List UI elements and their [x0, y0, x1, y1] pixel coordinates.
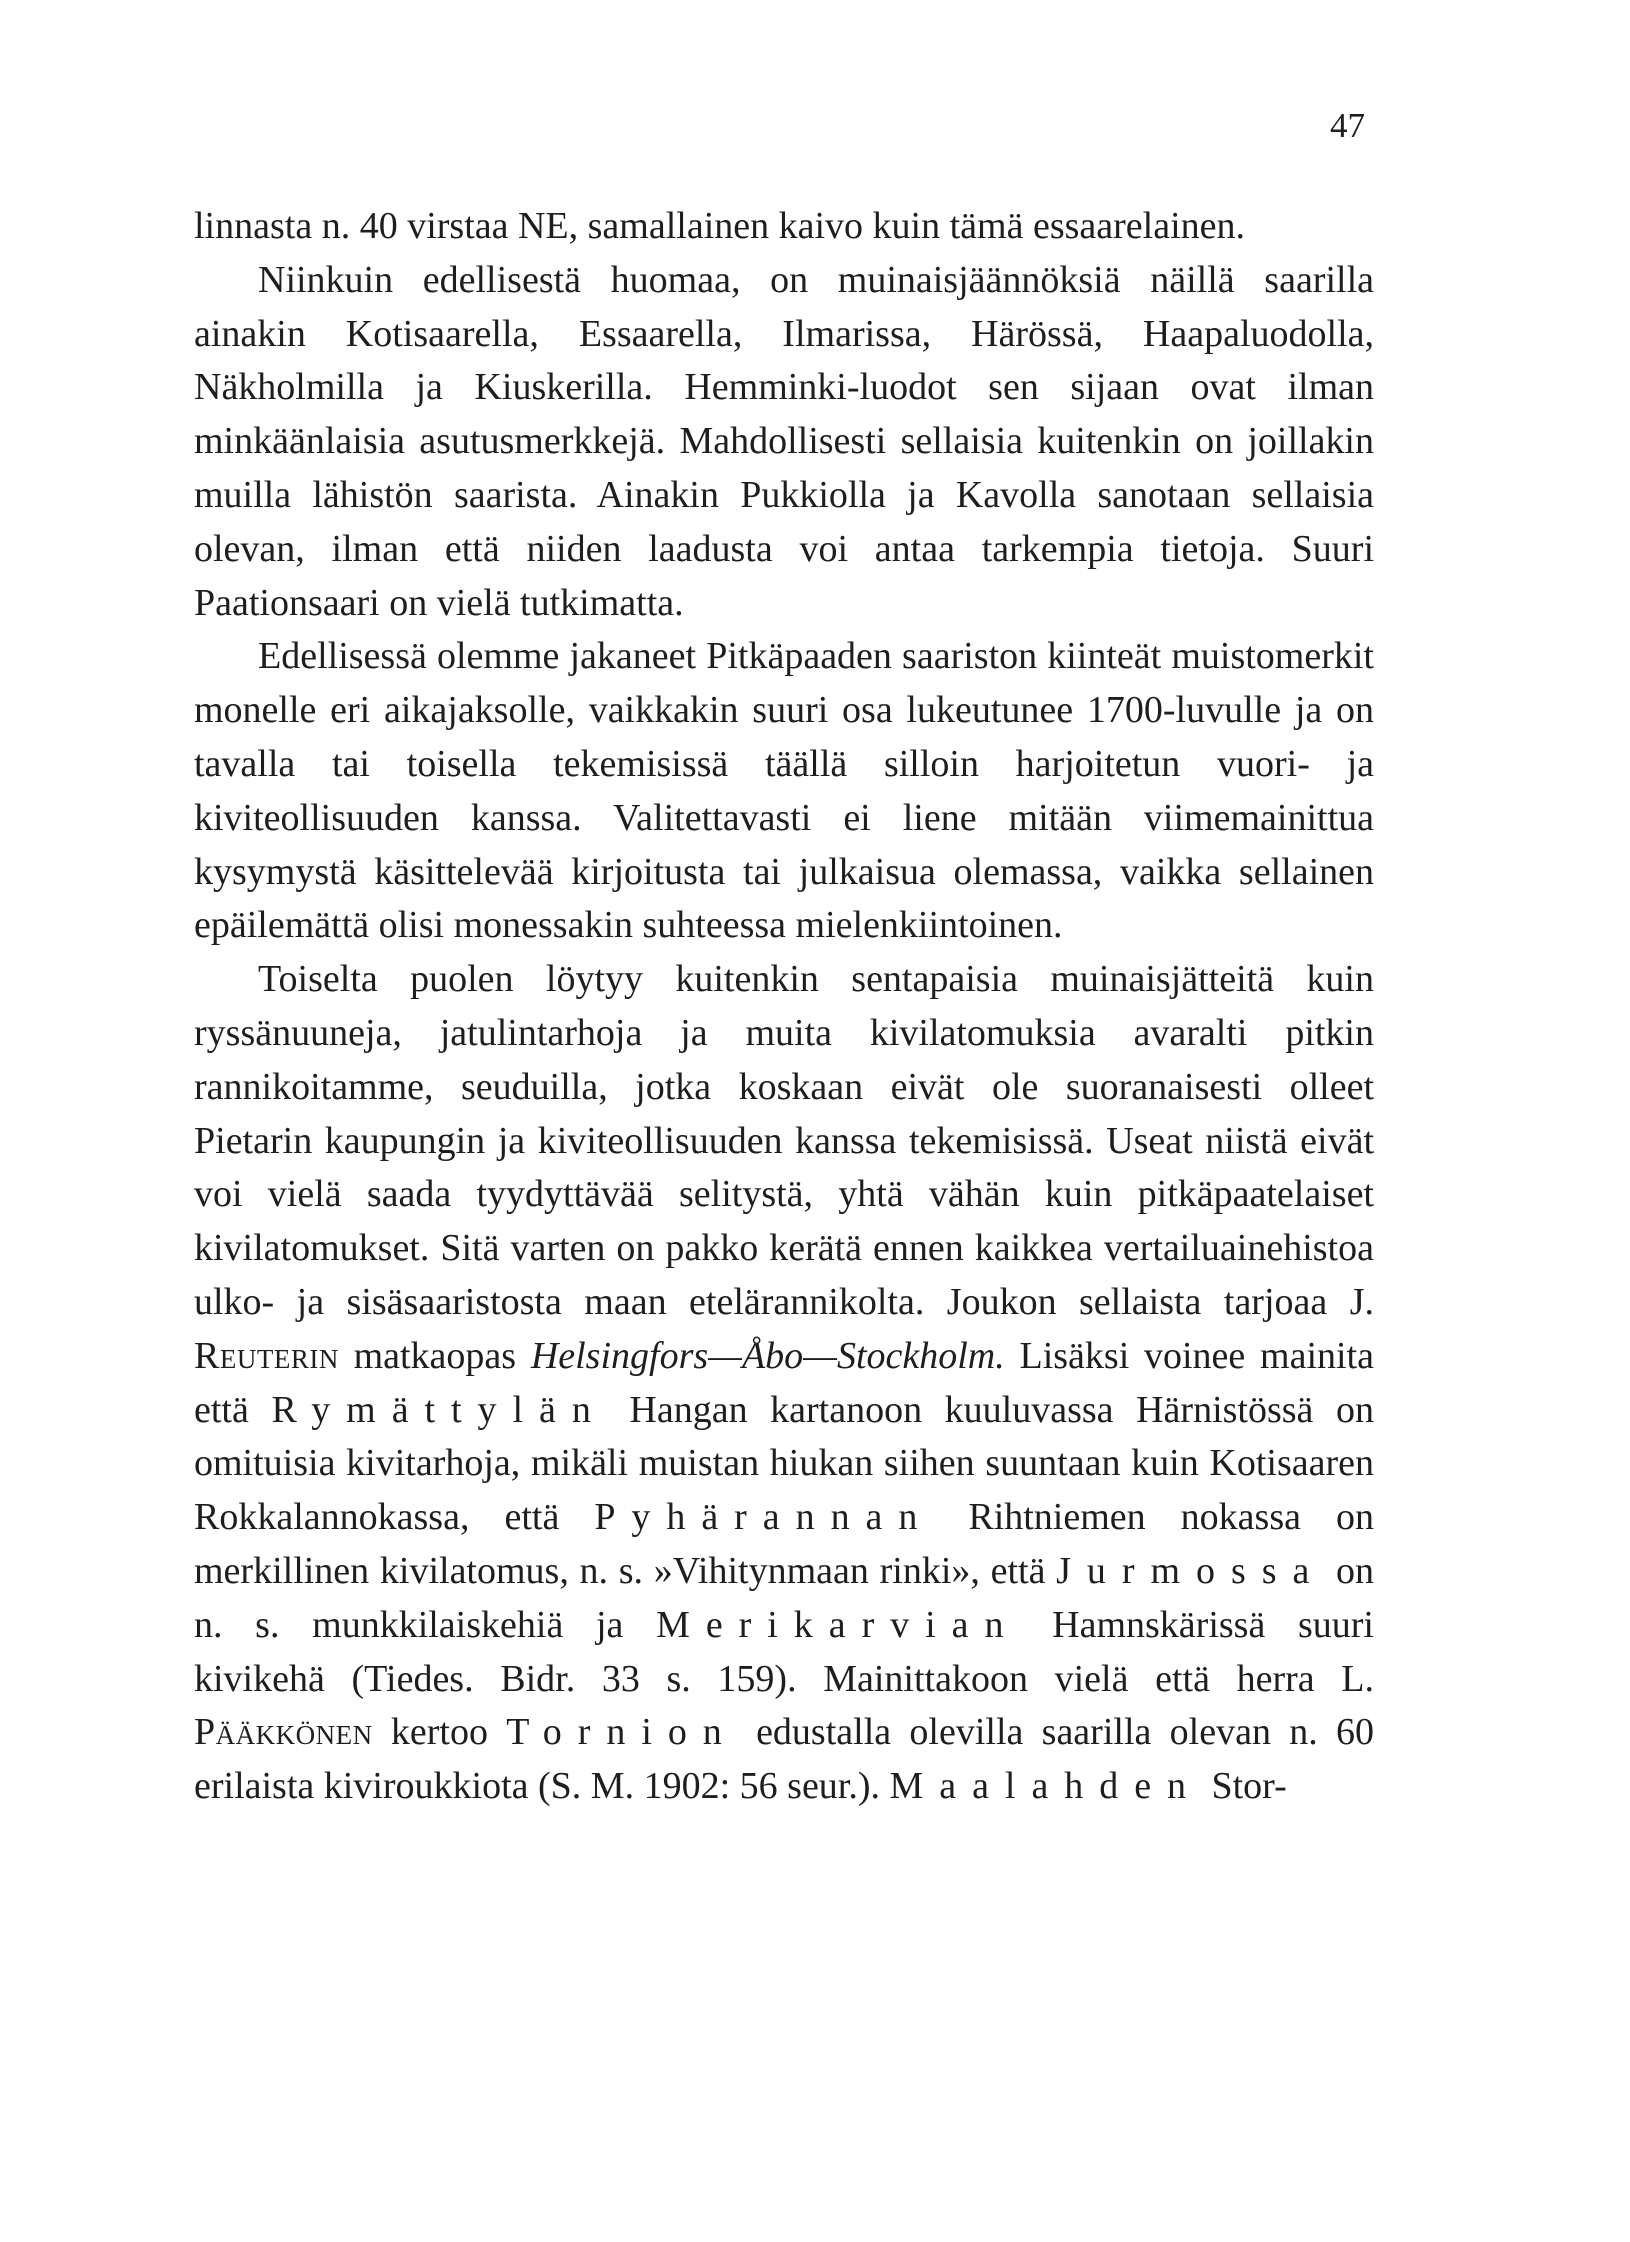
- text-run: matkaopas: [338, 1334, 531, 1377]
- small-caps-name: Pääkkönen: [194, 1711, 373, 1754]
- small-caps-name: Reuterin: [194, 1334, 339, 1377]
- text-run: Hangan kartanoon kuuluvassa Härnistössä on omituisia kivitarhoja, mikäli muistan hiukan siihen suuntaan kuin Kotisaaren Rokkalannokassa, että: [194, 1388, 1374, 1539]
- text-run: Niinkuin edellisestä huomaa, on muinaisjäännöksiä näillä saarilla ainakin Kotisaarella, Essaarella, Ilmarissa, Härössä, Haapaluodolla, Näkholmilla ja Kiuskerilla. Hemminki-luodot sen sijaan ovat ilman minkäänlaisia asutusmerkkejä. Mahdollisesti sellaisia kuitenkin on joillakin muilla lähistön saarista. Ainakin Pukkiolla ja Kavolla sanotaan sellaisia olevan, ilman että niiden laadusta voi antaa tarkempia tietoja. Suuri Paationsaari on vielä tutkimatta.: [194, 258, 1374, 624]
- paragraph-1: [194, 200, 1374, 254]
- spaced-place-name: Jurmossa: [1056, 1549, 1326, 1592]
- spaced-place-name: Tornion: [506, 1711, 738, 1754]
- spaced-place-name: Maalahden: [889, 1765, 1202, 1808]
- text-run: edustalla olevilla saarilla olevan n. 60 erilaista kiviroukkiota (S. M. 1902: 56 seur.).: [194, 1711, 1375, 1808]
- text-run: Stor-: [1201, 1765, 1287, 1808]
- body-text: [194, 200, 1374, 1814]
- text-run: Hamnskärissä suuri kivikehä (Tiedes. Bidr. 33 s. 159). Mainittakoon vielä että herra L.: [194, 1603, 1374, 1700]
- text-run: linnasta n. 40 virstaa NE, samallainen kaivo kuin tämä essaarelainen.: [194, 205, 1245, 247]
- spaced-place-name: Pyhärannan: [594, 1496, 934, 1539]
- spaced-place-name: Rymättylän: [271, 1388, 607, 1431]
- italic-title: Helsingfors—Åbo—Stockholm.: [530, 1334, 1005, 1377]
- text-run: Lisäksi voinee mainita että: [194, 1334, 1374, 1431]
- spaced-place-name: Merikarvian: [656, 1603, 1020, 1646]
- page-number: 47: [1330, 106, 1365, 145]
- text-run: Toiselta puolen löytyy kuitenkin sentapaisia muinaisjätteitä kuin ryssänuuneja, jatulintarhoja ja muita kivilatomuksia avaralti pitkin rannikoitamme, seuduilla, jotka koskaan eivät ole suoranaisesti olleet Pietarin kaupungin ja kiviteollisuuden kanssa tekemisissä. Useat niistä eivät voi vielä saada tyydyttävää selitystä, yhtä vähän kuin pitkäpaatelaiset kivilatomukset. Sitä varten on pakko kerätä ennen kaikkea vertailuainehistoa ulko- ja sisäsaaristosta maan etelärannikolta. Joukon sellaista tarjoaa J.: [194, 958, 1374, 1323]
- text-run: Rihtniemen nokassa on merkillinen kivilatomus, n. s. »Vihitynmaan rinki», että: [194, 1496, 1374, 1592]
- paragraph-3: [194, 630, 1374, 953]
- paragraph-2: [194, 254, 1374, 631]
- text-run: on n. s. munkkilaiskehiä ja: [194, 1549, 1374, 1646]
- text-run: Edellisessä olemme jakaneet Pitkäpaaden saariston kiinteät muistomerkit monelle eri aikajaksolle, vaikkakin suuri osa lukeutunee 1700-luvulle ja on tavalla tai toisella tekemisissä täällä silloin harjoitetun vuori- ja kiviteollisuuden kanssa. Valitettavasti ei liene mitään viimemainittua kysymystä käsittelevää kirjoitusta tai julkaisua olemassa, vaikka sellainen epäilemättä olisi monessakin suhteessa mielenkiintoinen.: [194, 635, 1374, 947]
- paragraph-4: [194, 953, 1374, 1814]
- text-run: kertoo: [372, 1711, 507, 1754]
